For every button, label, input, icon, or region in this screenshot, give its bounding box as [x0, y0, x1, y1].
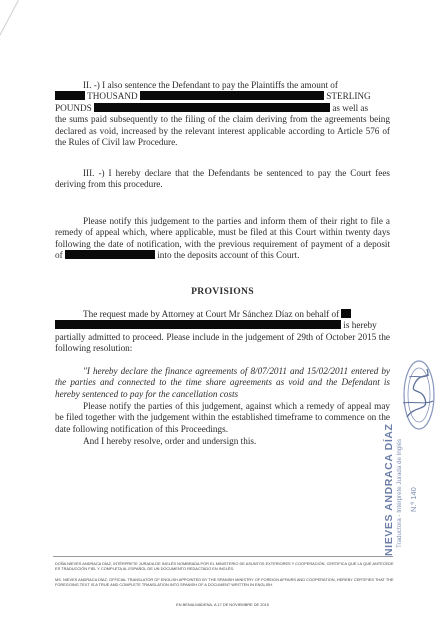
redaction-bar	[341, 309, 351, 318]
as-well-as: as well as	[332, 102, 369, 113]
notify-text: Please notify this judgement to the parties and inform them of their right to file a remedy of appeal which, where applicable, must be filed at this Court within twenty days following the date of notification, with the previous requirement of payment of a deposit of	[55, 216, 390, 261]
resolution-quote-text: "I hereby declare the finance agreements of 8/07/2011 and 15/02/2011 entered by the parties and connected to the time share agreements as void and the Defendant is hereby sentenced to pay for the cancellation costs	[55, 366, 390, 399]
footer-divider	[53, 556, 393, 557]
paragraph-appeal	[55, 401, 390, 435]
redaction-bar	[55, 91, 85, 100]
amount-thousand: THOUSAND	[87, 91, 138, 102]
redaction-bar	[140, 91, 324, 100]
paragraph-ii	[55, 80, 390, 148]
resolution-quote	[55, 366, 390, 400]
stamp-translator-name: NIEVES ANDRACA DÍAZ	[383, 423, 395, 556]
certification-spanish: DOÑA NIEVES ANDRACA DÍAZ, INTÉRPRETE JURADA DE INGLÉS NOMBRADA POR EL MINISTERIO DE ASUNTOS EXTERIORES Y COOPERACIÓN, CERTIFICA QUE LA QUE ANTECEDE ES TRADUCCIÓN FIEL Y COMPLETA AL ESPAÑOL DE UN DOCUMENTO REDACTADO EN INGLÉS.	[55, 561, 394, 571]
certification-english: MS. NIEVES ANDRACA DÍAZ, OFFICIAL TRANSLATOR OF ENGLISH APPOINTED BY THE SPANISH MINISTRY OF FOREIGN AFFAIRS AND COOPERATION, HEREBY CERTIFIES THAT THE FOREGOING TEXT IS A TRUE AND COMPLETE TRANSLATION INTO SPANISH OF A DOCUMENT WRITTEN IN ENGLISH.	[55, 577, 394, 587]
paragraph-resolve	[55, 436, 390, 447]
resolve-text: And I hereby resolve, order and undersign this.	[83, 436, 257, 446]
request-text-hereby: is hereby	[343, 320, 377, 331]
amount-sterling: STERLING	[326, 91, 371, 102]
appeal-text: Please notify the parties of this judgement, against which a remedy of appeal may be filed together with the judgement within the established timeframe to commence on the date following notification of this Proceedings.	[55, 401, 390, 434]
paragraph-iii-text: III. -) I hereby declare that the Defendants be sentenced to pay the Court fees deriving from this procedure.	[55, 168, 390, 190]
notify-text-end: into the deposits account of this Court.	[157, 250, 300, 261]
stamp-translator-title: Traductora - Intérprete Jurada de Inglés	[396, 438, 403, 548]
paragraph-request	[55, 309, 390, 355]
certification-date: EN BENALMÁDENA, A 17 DE NOVIEMBRE DE 2015	[176, 602, 269, 607]
amount-pounds: POUNDS	[55, 102, 92, 113]
provisions-heading: PROVISIONS	[191, 286, 254, 297]
request-text: The request made by Attorney at Court Mr Sánchez Díaz on behalf of	[83, 309, 340, 319]
redaction-bar	[94, 103, 330, 112]
paragraph-notify	[55, 216, 390, 262]
redaction-bar	[55, 320, 341, 329]
paragraph-ii-rest: the sums paid subsequently to the filing of the claim deriving from the agreements being declared as void, increased by the relevant interest applicable according to Article 576 of the Rules of Civil law Procedure.	[55, 114, 390, 148]
request-text-cont: partially admitted to proceed. Please include in the judgement of 29th of October 2015 the following resolution:	[55, 331, 390, 354]
paragraph-iii	[55, 168, 390, 191]
page-fold-crease	[0, 0, 19, 52]
stamp-translator-number: N.º 140	[409, 487, 418, 512]
redaction-bar	[65, 250, 155, 259]
paragraph-ii-intro: II. -) I also sentence the Defendant to pay the Plaintiffs the amount of	[83, 80, 338, 90]
